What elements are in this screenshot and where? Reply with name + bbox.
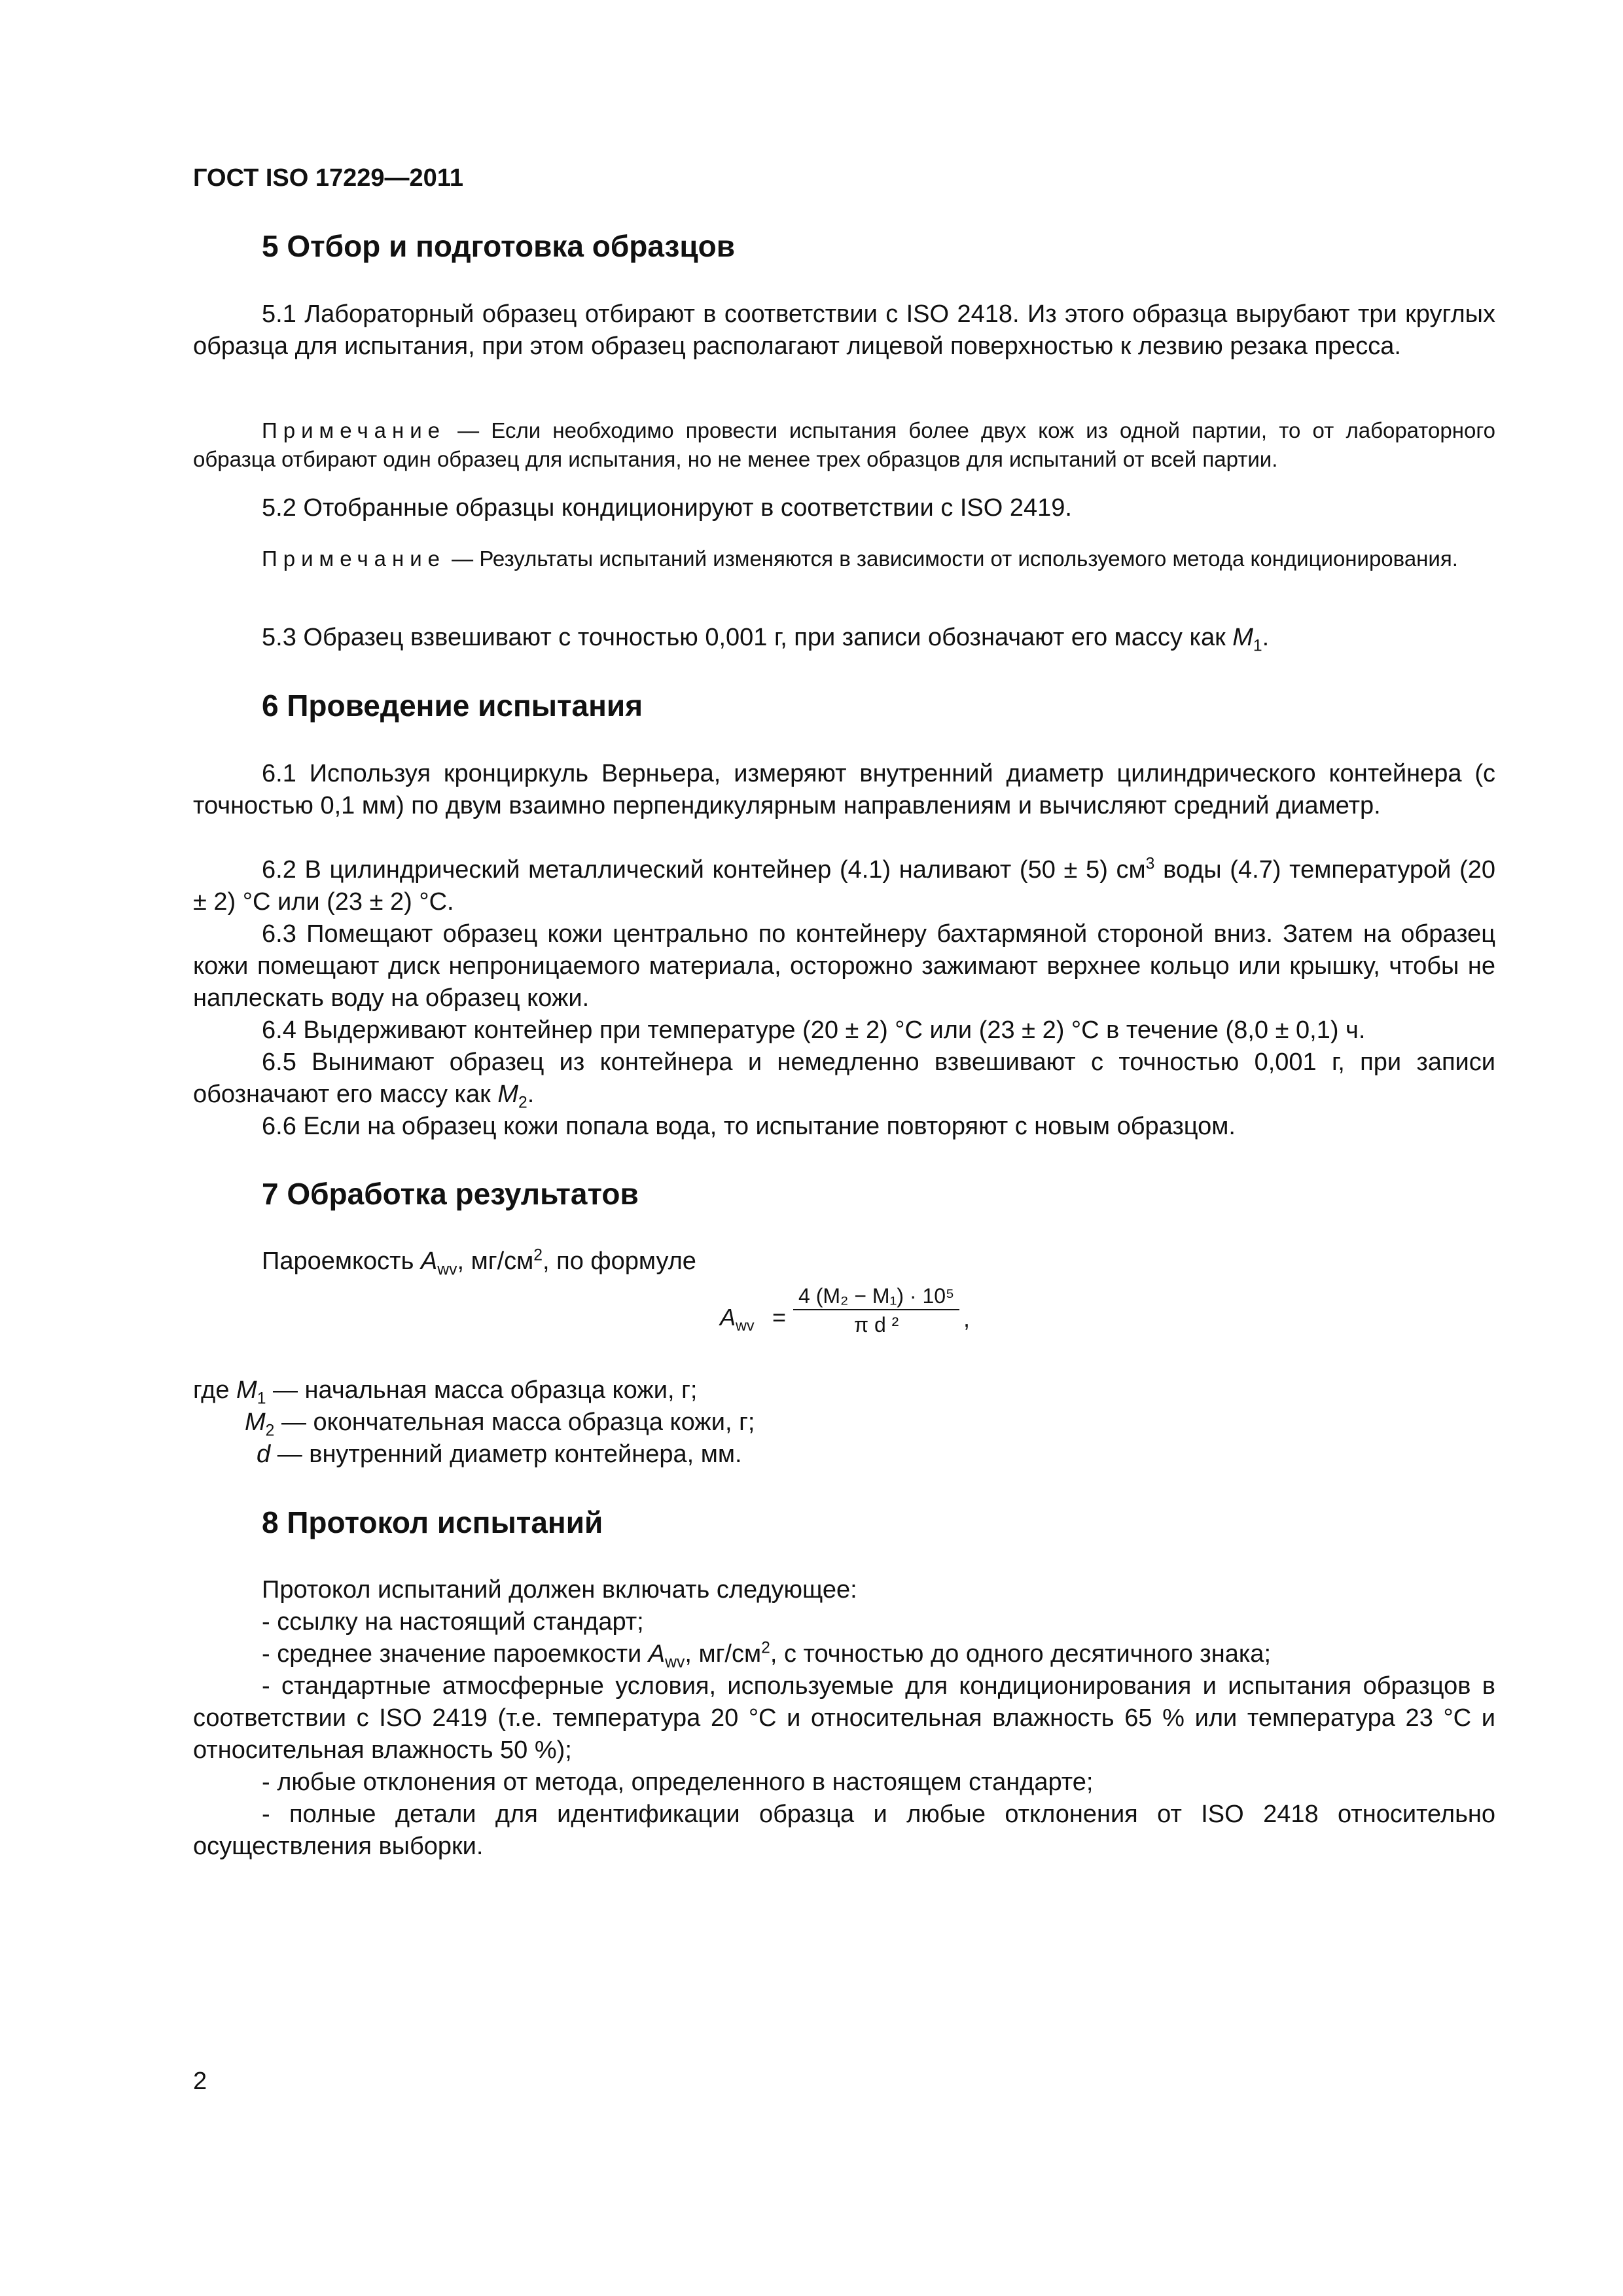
text: — окончательная масса образца кожи, г; [274,1408,755,1436]
note-1 [193,416,1495,474]
text: 6.2 В цилиндрический металлический контейнер (4.1) наливают (50 ± 5) см [262,856,1146,884]
section-6-title: 6 Проведение испытания [262,689,643,723]
math-var: M [236,1376,257,1404]
formula-lhs [720,1301,755,1333]
note-label: Примечание [262,547,446,571]
math-sub: wv [665,1653,685,1672]
protocol-item-4: - любые отклонения от метода, определенного в настоящем стандарте; [262,1768,1094,1796]
formula-numerator: 4 (M₂ − M₁) · 10⁵ [798,1284,955,1308]
math-sup: 3 [1145,855,1155,873]
math-var: M [245,1408,266,1436]
math-var: A [720,1304,736,1331]
where-line-3 [257,1439,742,1471]
text: , с точностью до одного десятичного знака; [770,1640,1271,1668]
note-2 [193,545,1495,573]
page-number: 2 [193,2068,207,2095]
math-sub: 2 [265,1422,275,1440]
formula-fraction [793,1283,959,1339]
math-var: d [257,1441,271,1468]
math-var: M [497,1081,518,1108]
formula-denominator: π d ² [853,1313,899,1336]
text: , по формуле [543,1247,696,1275]
paragraph-5-2: 5.2 Отобранные образцы кондиционируют в соответствии с ISO 2419. [262,494,1072,522]
math-sup: 2 [761,1639,770,1657]
text: 6.5 Вынимают образец из контейнера и немедленно взвешивают с точностью 0,001 г, при записи обозначают его массу как [193,1049,1495,1108]
protocol-item-2 [193,1638,1495,1670]
section-8-title: 8 Протокол испытаний [262,1505,603,1539]
note-label: Примечание [262,418,446,442]
formula-equals: = [772,1304,787,1331]
paragraph-6-6: 6.6 Если на образец кожи попала вода, то испытание повторяют с новым образцом. [262,1113,1236,1140]
note-text: — Если необходимо провести испытания более двух кож из одной партии, то от лабораторного образца отбирают один образец для испытания, но не менее трех образцов для испытаний от всей партии. [193,418,1495,471]
paragraph-6-5 [193,1047,1495,1111]
where-line-2 [245,1407,755,1439]
text: , мг/см [685,1640,762,1668]
protocol-item-1: - ссылку на настоящий стандарт; [262,1608,644,1636]
protocol-intro: Протокол испытаний должен включать следующее: [262,1576,857,1604]
section-5-title: 5 Отбор и подготовка образцов [262,229,736,263]
math-sub: 1 [257,1390,266,1408]
document-header: ГОСТ ISO 17229—2011 [193,164,463,192]
paragraph-5-3 [193,622,1495,654]
text: Пароемкость [262,1247,421,1275]
math-sub: wv [736,1317,755,1335]
formula-comma: , [963,1305,971,1332]
math-var: M [1232,624,1253,651]
math-sub: 1 [1253,637,1262,655]
paragraph-6-2 [193,854,1495,918]
paragraph-6-1: 6.1 Используя кронциркуль Верньера, измеряют внутренний диаметр цилиндрического контейнера (с точностью 0,1 мм) по двум взаимно перпендикулярным направлениям и вычисляют средний диаметр. [193,760,1495,819]
where-line-1 [193,1374,697,1407]
text: 5.3 Образец взвешивают с точностью 0,001 г, при записи обозначают его массу как [262,624,1233,651]
section-7-title: 7 Обработка результатов [262,1177,639,1211]
text: - среднее значение пароемкости [262,1640,649,1668]
text: где [193,1376,237,1404]
text: — внутренний диаметр контейнера, мм. [270,1441,742,1468]
protocol-item-5: - полные детали для идентификации образца и любые отклонения от ISO 2418 относительно осуществления выборки. [193,1801,1495,1860]
math-var: A [648,1640,666,1668]
formula [720,1283,982,1361]
text: . [1262,624,1270,651]
math-sub: 2 [518,1094,527,1112]
math-sup: 2 [533,1246,543,1265]
text: воды (4.7) температурой (20 ± 2) °С или (23 ± 2) °С. [193,856,1495,916]
protocol-item-3: - стандартные атмосферные условия, используемые для кондиционирования и испытания образцов в соответствии с ISO 2419 (т.е. температура 20 °С и относительная влажность 65 % или температура 23 °С и относительная влажность 50 %); [193,1672,1495,1764]
paragraph-6-4: 6.4 Выдерживают контейнер при температуре (20 ± 2) °С или (23 ± 2) °С в течение (8,0 ± 0,1) ч. [262,1016,1366,1044]
paragraph-5-1: 5.1 Лабораторный образец отбирают в соответствии с ISO 2418. Из этого образца вырубают три круглых образца для испытания, при этом образец располагают лицевой поверхностью к лезвию резака пресса. [193,300,1495,360]
formula-intro [193,1246,1495,1278]
math-var: A [420,1247,438,1275]
text: , мг/см [457,1247,534,1275]
text: — начальная масса образца кожи, г; [266,1376,698,1404]
text: . [527,1081,535,1108]
paragraph-6-3: 6.3 Помещают образец кожи центрально по контейнеру бахтармяной стороной вниз. Затем на образец кожи помещают диск непроницаемого материала, осторожно зажимают верхнее кольцо или крышку, чтобы не наплескать воду на образец кожи. [193,920,1495,1012]
note-text: — Результаты испытаний изменяются в зависимости от используемого метода кондиционирования. [446,547,1458,571]
math-sub: wv [437,1261,457,1279]
